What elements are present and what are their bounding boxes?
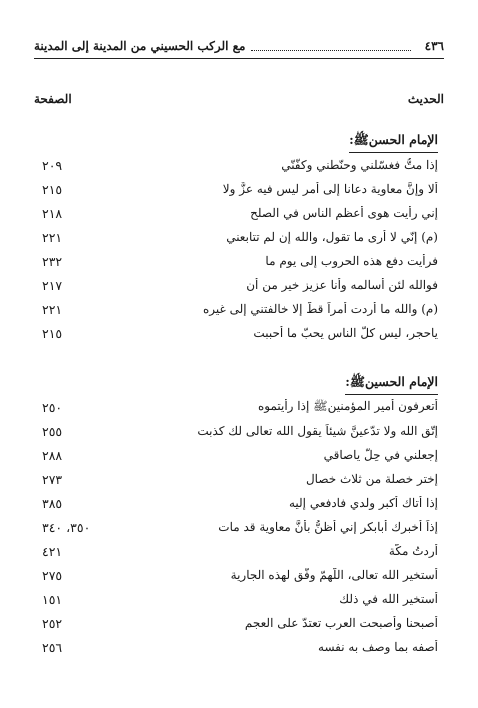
entry-text: (م) إنّي لا أرى ما تقول، والله إن لم تتابعني [226, 230, 438, 244]
entry-page: ٤٢١ [42, 543, 63, 559]
entry-text: إذاً أُخبرك أبابكر إني أظنُّ بأنَّ معاوية قد مات [218, 520, 438, 534]
entry-page: ٢٠٩ [42, 157, 63, 173]
header-rule [34, 58, 444, 59]
entry-page: ٢٨٨ [42, 447, 63, 463]
entry-page: ٢٥٢ [42, 615, 63, 631]
entry-page: ٢١٨ [42, 205, 63, 221]
entry-text: أستخير الله تعالى، اللّهمّ وفّق لهذه الجارية [230, 568, 438, 582]
entry-text: إذا متُّ فغسّلني وحنّطني وكفّنّي [281, 158, 438, 172]
entry-page: ٢٥٥ [42, 423, 63, 439]
index-entry [42, 298, 438, 320]
index-entry [42, 564, 438, 586]
entry-text: إني رأيت هوى أعظم الناس في الصلح [250, 206, 438, 220]
index-entry [42, 636, 438, 658]
entry-text: فرأيت دفع هذه الحروب إلى يوم ما [265, 254, 438, 268]
entry-text: ياحجر، ليس كلّ الناس يحبّ ما أحببت [253, 326, 438, 340]
index-entry [42, 492, 438, 514]
section-title-husayn: الإمام الحسينﷺ: [345, 374, 438, 395]
entry-page: ٢٥٦ [42, 639, 63, 655]
index-entry [42, 396, 438, 418]
index-entry [42, 420, 438, 442]
index-entry [42, 588, 438, 610]
index-entry [42, 540, 438, 562]
index-entry [42, 516, 438, 538]
column-header-hadith: الحديث [407, 92, 444, 106]
index-entry [42, 202, 438, 224]
entry-page: ٢٧٣ [42, 471, 63, 487]
entry-page: ٣٥٠، ٣٤٠ [42, 519, 91, 535]
index-entry [42, 226, 438, 248]
entry-page: ٢٢١ [42, 229, 63, 245]
entry-text: أصبحنا وأصبحت العرب تعتدّ على العجم [244, 616, 438, 630]
entry-page: ٢٢١ [42, 301, 63, 317]
entry-text: أستخير الله في ذلك [339, 592, 438, 606]
column-header-page: الصفحة [34, 92, 72, 106]
page-number: ٤٣٦ [424, 39, 444, 53]
entry-text: أردتُ مكّة [388, 544, 438, 558]
entry-text: فوالله لئن أسالمه وأنا عزيز خير من أن [246, 278, 438, 292]
index-entry [42, 250, 438, 272]
entry-page: ٢٧٥ [42, 567, 63, 583]
entry-page: ٢١٥ [42, 181, 63, 197]
entry-text: ألا وإنَّ معاوية دعانا إلى أمرٍ ليس فيه عزٌّ ولا [222, 182, 438, 196]
book-title: مع الركب الحسيني من المدينة إلى المدينة [34, 39, 246, 53]
entry-page: ٢٥٠ [42, 399, 63, 415]
entry-text: إجعلني في حِلّ ياصاقي [323, 448, 438, 462]
column-headers [34, 92, 444, 110]
entry-page: ١٥١ [42, 591, 63, 607]
index-entry [42, 612, 438, 634]
index-entry [42, 444, 438, 466]
index-entry [42, 468, 438, 490]
index-entry [42, 274, 438, 296]
section-title-hasan: الإمام الحسنﷺ: [349, 132, 438, 153]
running-header [34, 36, 444, 56]
header-dot-leader [251, 42, 410, 51]
entry-text: إتّق الله ولا تدّعينَّ شيئاً يقول الله تعالى لك كذبت [197, 424, 438, 438]
entry-page: ٢١٧ [42, 277, 63, 293]
entry-text: إختر خصلة من ثلاث خصال [305, 472, 438, 486]
entry-text: أصفه بما وصف به نفسه [318, 640, 438, 654]
entry-text: (م) والله ما أردت أمراً قطُّ إلا خالفتني إلى غيره [202, 302, 438, 316]
entry-text: إذا أتاك أكبر ولدي فادفعي إليه [288, 496, 438, 510]
entry-text: أتعرفون أمير المؤمنينﷺ إذا رأيتموه [257, 398, 438, 413]
index-entry [42, 322, 438, 344]
entry-page: ٣٨٥ [42, 495, 63, 511]
index-entry [42, 178, 438, 200]
entry-page: ٢٣٢ [42, 253, 63, 269]
index-entry [42, 154, 438, 176]
entry-page: ٢١٥ [42, 325, 63, 341]
